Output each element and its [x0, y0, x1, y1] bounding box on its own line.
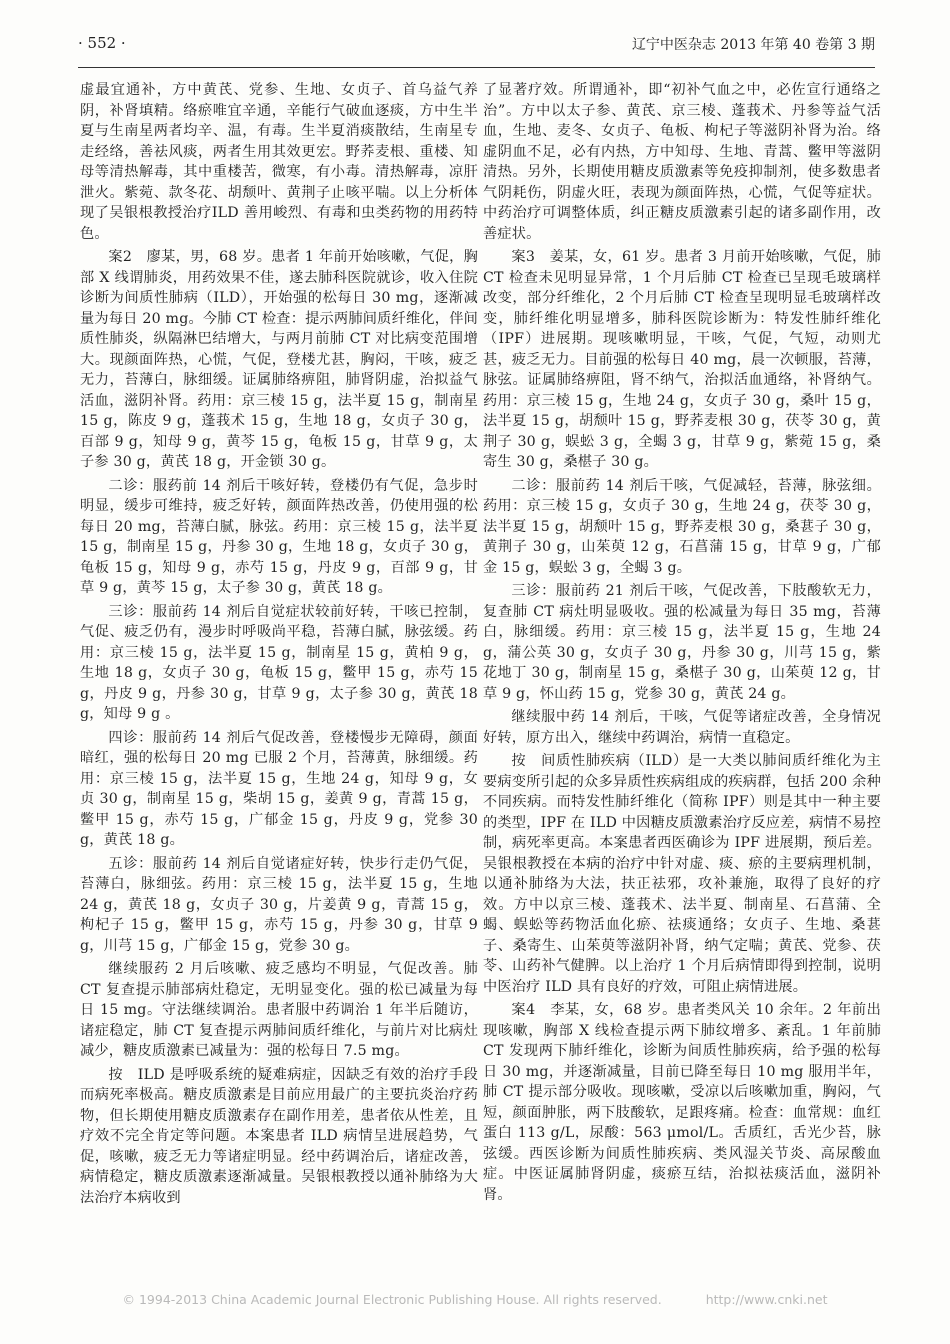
page-footer — [0, 1292, 950, 1307]
paragraph: 案3 姜某，女，61 岁。患者 3 月前开始咳嗽，气促，肺 CT 检查未见明显异常，1 个月后肺 CT 检查已呈现毛玻璃样改变，部分纤维化，2 个月后肺 CT 检查呈现明显毛玻璃样改变，肺纤维化明显增多，肺科医院诊断为：特发性肺纤维化（IPF）进展期。现咳嗽明显，干咳，气促，气短，动则尤甚，疲乏无力。目前强的松每日 40 mg，晨一次顿服，苔薄，脉弦。证属肺络痹阻，肾不纳气，治拟活血通络，补肾纳气。药用：京三棱 15 g，生地 24 g，女贞子 30 g，桑叶 15 g，法半夏 15 g，胡颓叶 15 g，野荞麦根 30 g，茯苓 30 g，黄荆子 30 g，蜈蚣 3 g，全蝎 3 g，甘草 9 g，紫菀 15 g，桑寄生 30 g，桑椹子 30 g。 — [483, 249, 881, 470]
cnki-url: http://www.cnki.net — [705, 1292, 828, 1307]
paragraph: 继续服药 2 月后咳嗽、疲乏感均不明显，气促改善。肺 CT 复查提示肺部病灶稳定，无明显变化。强的松已减量为每日 15 mg。守法继续调治。患者服中药调治 1 年半后随访，诸症稳定，肺 CT 复查提示两肺间质纤维化，与前片对比病灶减少，糖皮质激素已减量为：强的松每日 7.5 mg。 — [80, 961, 478, 1059]
paragraph: 虚最宜通补，方中黄芪、党参、生地、女贞子、首乌益气养阴，补肾填精。络瘀唯宜辛通，辛能行气破血逐痰，方中生半夏与生南星两者均辛、温，有毒。生半夏消痰散结，生南星专走经络，善祛风痰，两者生用其效更宏。野荞麦根、重楼、知母等清热解毒，其中重楼苦，微寒，有小毒。清热解毒，凉肝泄火。紫菀、款冬花、胡颓叶、黄荆子止咳平喘。以上分析体现了吴银根教授治疗ILD 善用峻烈、有毒和虫类药物的用药特色。 — [80, 82, 478, 242]
paragraph: 继续服中药 14 剂后，干咳，气促等诸症改善，全身情况好转，原方出入，继续中药调治，病情一直稳定。 — [483, 709, 881, 746]
journal-title: 辽宁中医杂志 2013 年第 40 卷第 3 期 — [631, 37, 875, 53]
paragraph: 三诊：服前药 21 剂后干咳，气促改善，下肢酸软无力，复查肺 CT 病灶明显吸收。强的松减量为每日 35 mg，苔薄白，脉细缓。药用：京三棱 15 g，法半夏 15 g，生地 24 g，蒲公英 30 g，女贞子 30 g，丹参 30 g，川芎 15 g，紫花地丁 30 g，制南星 15 g，桑椹子 30 g，山茱萸 12 g，甘草 9 g，怀山药 15 g，党参 30 g，黄芪 24 g。 — [483, 583, 881, 702]
copyright-notice: © 1994-2013 China Academic Journal Electronic Publishing House. All rights reserved. — [122, 1292, 662, 1307]
paragraph: 二诊：服药前 14 剂后干咳好转，登楼仍有气促，急步时明显，缓步可维持，疲乏好转，颜面阵热改善，仍使用强的松每日 20 mg，苔薄白腻，脉弦。药用：京三棱 15 g，法半夏 15 g，制南星 15 g，丹参 30 g，生地 18 g，女贞子 30 g，龟板 15 g，知母 9 g，赤芍 15 g，丹皮 9 g，百部 9 g，甘草 9 g，黄芩 15 g，太子参 30 g，黄芪 18 g。 — [80, 477, 478, 596]
paragraph: 二诊：服前药 14 剂后干咳，气促减轻，苔薄，脉弦细。药用：京三棱 15 g，女贞子 30 g，生地 24 g，茯苓 30 g，法半夏 15 g，胡颓叶 15 g，野荞麦根 30 g，桑葚子 30 g，黄荆子 30 g，山茱萸 12 g，石菖蒲 15 g，甘草 9 g，广郁金 15 g，蜈蚣 3 g，全蝎 3 g。 — [483, 477, 881, 576]
page-header — [78, 24, 875, 68]
paragraph: 按 间质性肺疾病（ILD）是一大类以肺间质纤维化为主要病变所引起的众多异质性疾病组成的疾病群，包括 200 余种不同疾病。而特发性肺纤维化（简称 IPF）则是其中一种主要的类型，IPF 在 ILD 中因糖皮质激素治疗反应差，病情不易控制，病死率更高。本案患者西医确诊为 IPF 进展期，预后差。吴银根教授在本病的治疗中针对虚、痰、瘀的主要病理机制，以通补肺络为大法，扶正祛邪，攻补兼施，取得了良好的疗效。方中以京三棱、蓬莪术、法半夏、制南星、石菖蒲、全蝎、蜈蚣等药物活血化瘀、祛痰通络；女贞子、生地、桑葚子、桑寄生、山茱萸等滋阴补肾，纳气定喘；黄芪、党参、茯苓、山药补气健脾。以上治疗 1 个月后病情即得到控制，说明中医治疗 ILD 具有良好的疗效，可阻止病情进展。 — [483, 753, 881, 995]
page-number: · 552 · — [78, 34, 126, 52]
paragraph: 按 ILD 是呼吸系统的疑难病症，因缺乏有效的治疗手段而病死率极高。糖皮质激素是目前应用最广的主要抗炎治疗药物，但长期使用糖皮质激素存在副作用差，患者依从性差，且疗效不完全肯定等问题。本案患者 ILD 病情呈进展趋势，气促，咳嗽，疲乏无力等诸症明显。经中药调治后，诸症改善，病情稳定，糖皮质激素逐渐减量。吴银根教授以通补肺络为大法治疗本病收到 — [80, 1066, 478, 1206]
header-rule — [78, 67, 875, 68]
paragraph: 三诊：服前药 14 剂后自觉症状较前好转，干咳已控制，气促、疲乏仍有，漫步时呼吸尚平稳，苔薄白腻，脉弦缓。药用：京三棱 15 g，法半夏 15 g，制南星 15 g，黄柏 9 g，生地 18 g，女贞子 30 g，龟板 15 g，鳖甲 15 g，赤芍 15 g，丹皮 9 g，丹参 30 g，甘草 9 g，太子参 30 g，黄芪 18 g，知母 9 g 。 — [80, 603, 478, 722]
paragraph: 了显著疗效。所谓通补，即“初补气血之中，必佐宣行通络之治”。方中以太子参、黄芪、京三棱、蓬莪术、丹参等益气活血，生地、麦冬、女贞子、龟板、枸杞子等滋阴补肾为治。络虚阴血不足，必有内热，方中知母、生地、青蒿、鳖甲等滋阴清热。另外，长期使用糖皮质激素等免疫抑制剂，使多数患者气阴耗伤，阴虚火旺，表现为颜面阵热，心慌，气促等症状。中药治疗可调整体质，纠正糖皮质激素引起的诸多副作用，改善症状。 — [483, 82, 881, 242]
paragraph: 五诊：服前药 14 剂后自觉诸症好转，快步行走仍气促，苔薄白，脉细弦。药用：京三棱 15 g，法半夏 15 g，生地 24 g，黄芪 18 g，女贞子 30 g，片姜黄 9 g，青蒿 15 g，枸杞子 15 g，鳖甲 15 g，赤芍 15 g，丹参 30 g，甘草 9 g，川芎 15 g，广郁金 15 g，党参 30 g。 — [80, 855, 478, 954]
paragraph: 案4 李某，女，68 岁。患者类风关 10 余年。2 年前出现咳嗽，胸部 X 线检查提示两下肺纹增多、紊乱。1 年前肺 CT 发现两下肺纤维化，诊断为间质性肺疾病，给予强的松每日 30 mg，并逐渐减量，目前已降至每日 10 mg 服用半年，肺 CT 提示部分吸收。现咳嗽，受凉以后咳嗽加重，胸闷，气短，颜面肿胀，两下肢酸软，足跟疼痛。检查：血常规：血红蛋白 113 g/L，尿酸：563 μmol/L。舌质红，舌光少苔，脉弦缓。西医诊断为间质性肺疾病、类风湿关节炎、高尿酸血症。中医证属肺肾阴虚，痰瘀互结，治拟祛痰活血，滋阴补肾。 — [483, 1002, 881, 1203]
left-column — [80, 80, 478, 1211]
paragraph: 四诊：服前药 14 剂后气促改善，登楼慢步无障碍，颜面暗红，强的松每日 20 mg 已服 2 个月，苔薄黄，脉细缓。药用：京三棱 15 g，法半夏 15 g，生地 24 g，知母 9 g，女贞 30 g，制南星 15 g，柴胡 15 g，姜黄 9 g，青蒿 15 g，鳖甲 15 g，赤芍 15 g，广郁金 15 g，丹皮 9 g，党参 30 g，黄芪 18 g。 — [80, 729, 478, 848]
right-column — [483, 80, 881, 1208]
paragraph: 案2 廖某，男，68 岁。患者 1 年前开始咳嗽，气促，胸部 X 线谓肺炎，用药效果不佳，遂去肺科医院就诊，收入住院诊断为间质性肺病（ILD），开始强的松每日 30 mg，逐渐减量为每日 20 mg。今肺 CT 检查：提示两肺间质纤维化，伴间质性肺炎，纵隔淋巴结增大，与两月前肺 CT 对比病变范围增大。现颜面阵热，心慌，气促，登楼尤甚，胸闷，干咳，疲乏无力，苔薄白，脉细缓。证属肺络痹阻，肺肾阴虚，治拟益气活血，滋阴补肾。药用：京三棱 15 g，法半夏 15 g，制南星 15 g，陈皮 9 g，蓬莪术 15 g，生地 18 g，女贞子 30 g，百部 9 g，知母 9 g，黄芩 15 g，龟板 15 g，甘草 9 g，太子参 30 g，黄芪 18 g，开金锁 30 g。 — [80, 249, 478, 470]
